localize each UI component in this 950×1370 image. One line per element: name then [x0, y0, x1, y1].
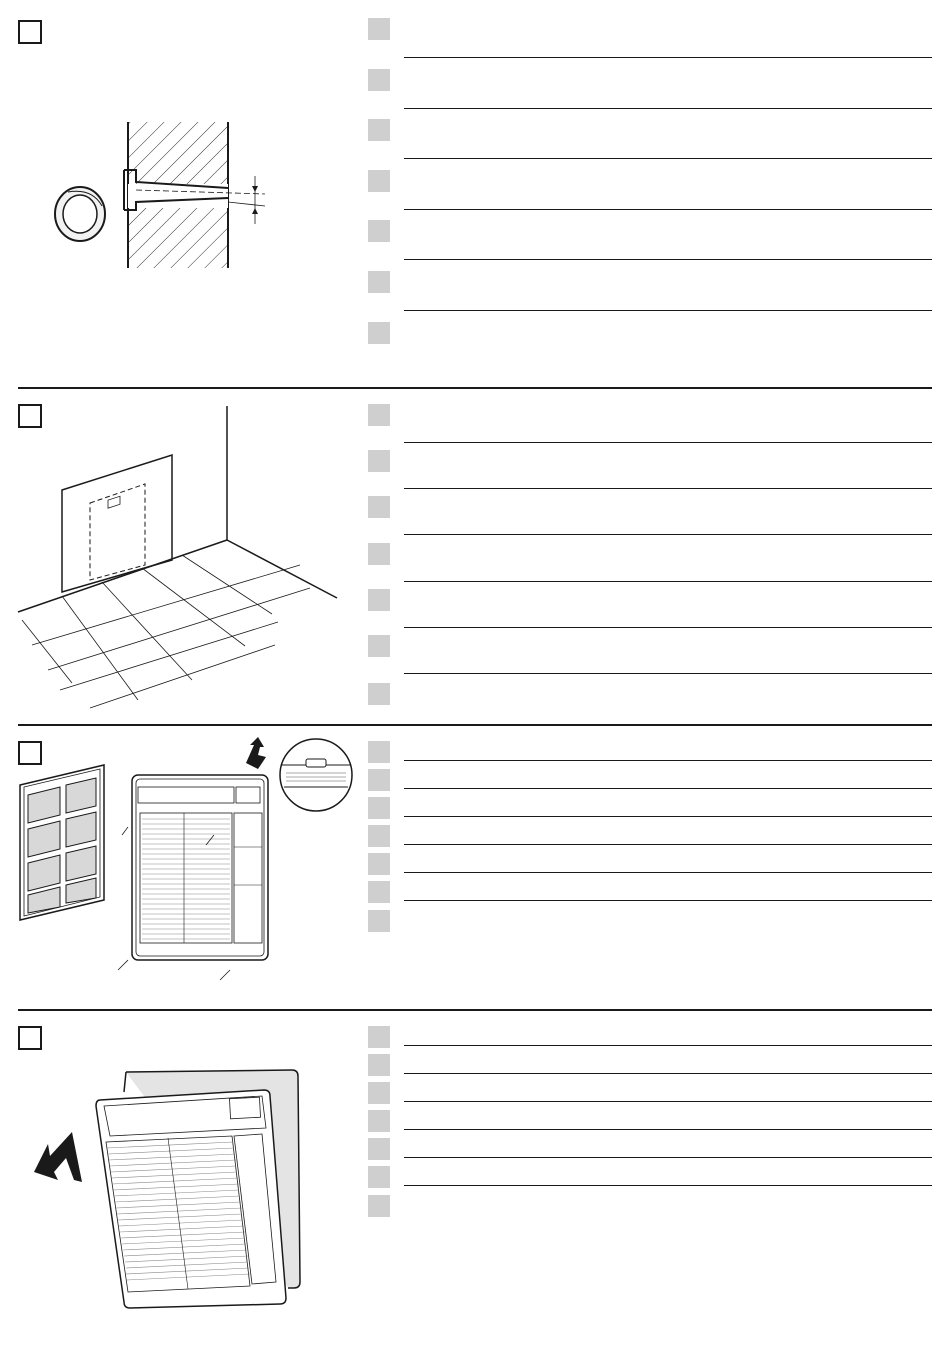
language-marker: [368, 18, 390, 40]
language-marker: [368, 1166, 390, 1188]
language-marker: [368, 825, 390, 847]
language-marker: [368, 1026, 390, 1048]
language-marker: [368, 170, 390, 192]
language-marker: [368, 271, 390, 293]
language-marker: [368, 769, 390, 791]
language-marker: [368, 543, 390, 565]
section-divider: [18, 1009, 932, 1011]
language-marker: [368, 741, 390, 763]
language-marker: [368, 589, 390, 611]
section-divider: [18, 387, 932, 389]
language-marker: [368, 797, 390, 819]
language-marker: [368, 635, 390, 657]
language-marker: [368, 404, 390, 426]
language-marker: [368, 881, 390, 903]
language-marker: [368, 1110, 390, 1132]
language-marker: [368, 1138, 390, 1160]
language-marker: [368, 1082, 390, 1104]
room-template-illustration: [10, 400, 350, 715]
section-divider: [18, 724, 932, 726]
step-number-box-4: [18, 1026, 42, 1050]
language-marker: [368, 220, 390, 242]
language-marker: [368, 69, 390, 91]
language-marker: [368, 910, 390, 932]
language-marker: [368, 119, 390, 141]
language-marker: [368, 322, 390, 344]
front-panel-illustration: [30, 1062, 310, 1342]
language-marker: [368, 1195, 390, 1217]
language-marker: [368, 853, 390, 875]
wall-sleeve-illustration: [40, 110, 300, 280]
language-marker: [368, 496, 390, 518]
step-number-box-1: [18, 20, 42, 44]
language-marker: [368, 1054, 390, 1076]
filter-removal-illustration: [14, 735, 359, 990]
language-marker: [368, 450, 390, 472]
language-marker: [368, 683, 390, 705]
